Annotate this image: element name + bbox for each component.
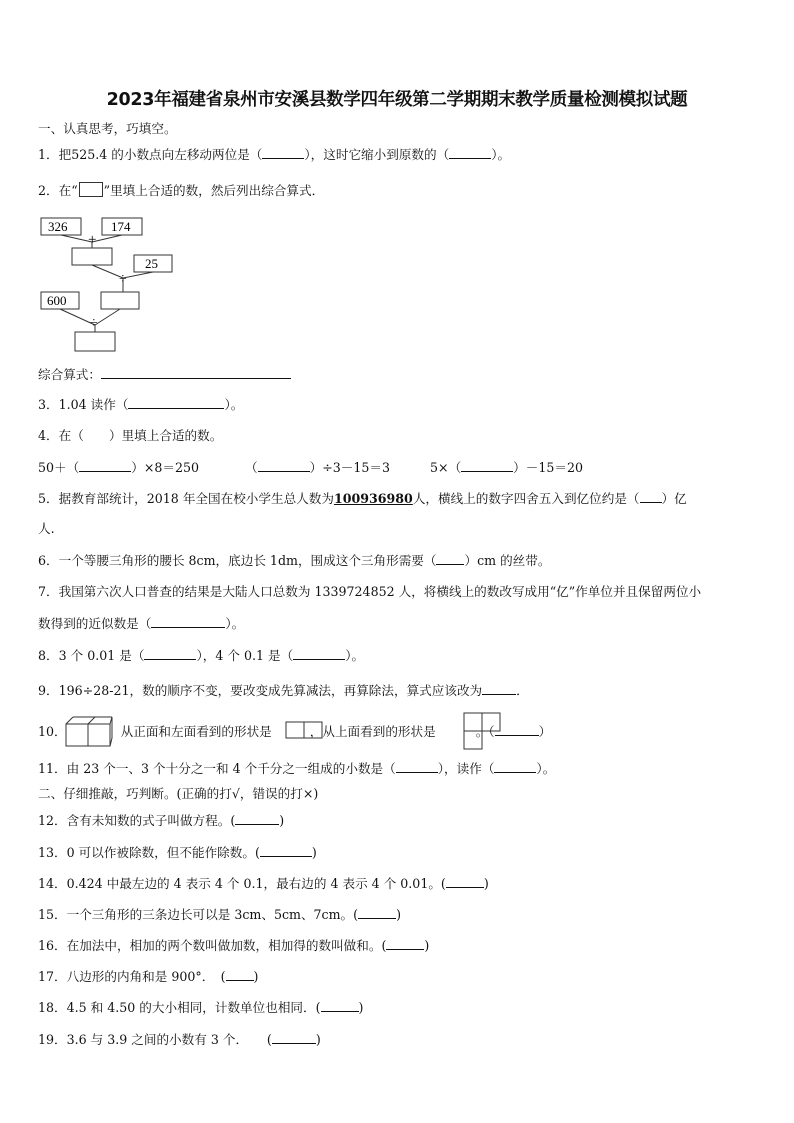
question-17: 17．八边形的内角和是 900°． ( ) bbox=[38, 969, 259, 984]
calculation-tree-diagram bbox=[38, 212, 178, 356]
question-19: 19．3.6 与 3.9 之间的小数有 3 个． ( ) bbox=[38, 1032, 321, 1047]
question-7: 7．我国第六次人口普查的结果是大陆人口总数为 1339724852 人，将横线上的数改写成用“亿”作单位并且保留两位小 bbox=[38, 584, 702, 599]
question-10: 10． 从正面和左面看到的形状是 ，从上面看到的形状是 。（ ） bbox=[38, 724, 552, 739]
answer-blank[interactable] bbox=[386, 937, 424, 950]
answer-blank[interactable] bbox=[260, 844, 312, 857]
question-7-continued: 数得到的近似数是（ ）。 bbox=[38, 616, 245, 631]
answer-blank[interactable] bbox=[79, 459, 131, 472]
section-2-heading: 二、仔细推敲，巧判断。(正确的打√，错误的打×) bbox=[38, 786, 319, 801]
answer-blank[interactable] bbox=[101, 366, 291, 379]
question-11: 11．由 23 个一、3 个十分之一和 4 个千分之一组成的小数是（ ），读作（ ）。 bbox=[38, 761, 556, 776]
question-5: 5．据教育部统计，2018 年全国在校小学生总人数为100936980人，横线上的数字四舍五入到亿位约是（ ）亿 bbox=[38, 491, 687, 506]
answer-blank[interactable] bbox=[144, 647, 196, 660]
front-view-icon bbox=[285, 721, 323, 739]
answer-blank[interactable] bbox=[640, 490, 662, 503]
answer-blank[interactable] bbox=[396, 760, 438, 773]
question-2: 2．在“ ”里填上合适的数，然后列出综合算式． bbox=[38, 183, 325, 198]
empty-box-icon bbox=[79, 182, 103, 197]
divide-sign: ÷ bbox=[119, 272, 127, 287]
question-6: 6．一个等腰三角形的腰长 8cm，底边长 1dm，围成这个三角形需要（ ）cm 的丝带。 bbox=[38, 553, 551, 568]
tree-value-600: 600 bbox=[47, 293, 67, 308]
answer-blank[interactable] bbox=[449, 146, 491, 159]
question-13: 13．0 可以作被除数，但不能作除数。( ) bbox=[38, 845, 317, 860]
page-title: 2023年福建省泉州市安溪县数学四年级第二学期期末教学质量检测模拟试题 bbox=[106, 90, 688, 110]
tree-box-sum bbox=[72, 248, 112, 265]
question-14: 14．0.424 中最左边的 4 表示 4 个 0.1，最右边的 4 表示 4 个 0.01。( ) bbox=[38, 876, 489, 891]
answer-blank[interactable] bbox=[482, 682, 516, 695]
cube-solid-icon bbox=[65, 716, 113, 748]
answer-blank[interactable] bbox=[494, 760, 536, 773]
tree-box-quotient bbox=[101, 292, 139, 309]
answer-blank[interactable] bbox=[151, 615, 225, 628]
question-8: 8．3 个 0.01 是（ ），4 个 0.1 是（ ）。 bbox=[38, 648, 365, 663]
combined-formula-line: 综合算式： bbox=[38, 366, 291, 383]
answer-blank[interactable] bbox=[293, 647, 345, 660]
answer-blank[interactable] bbox=[226, 968, 254, 981]
answer-blank[interactable] bbox=[321, 999, 359, 1012]
question-1: 1．把525.4 的小数点向左移动两位是（ ），这时它缩小到原数的（ ）。 bbox=[38, 147, 511, 162]
tree-box-result bbox=[75, 332, 115, 351]
tree-value-25: 25 bbox=[145, 256, 158, 271]
underlined-number: 100936980 bbox=[333, 491, 413, 506]
answer-blank[interactable] bbox=[235, 812, 279, 825]
divide-sign: ÷ bbox=[90, 316, 98, 331]
answer-blank[interactable] bbox=[446, 875, 484, 888]
question-9: 9．196÷28-21，数的顺序不变，要改变成先算减法，再算除法，算式应该改为 ． bbox=[38, 683, 529, 698]
question-16: 16．在加法中，相加的两个数叫做加数，相加得的数叫做和。( ) bbox=[38, 938, 430, 953]
top-view-icon bbox=[463, 712, 503, 750]
question-18: 18．4.5 和 4.50 的大小相同，计数单位也相同．( ) bbox=[38, 1000, 364, 1015]
question-4-equation-2: （ ）÷3－15＝3 bbox=[245, 460, 390, 475]
answer-blank[interactable] bbox=[128, 396, 224, 409]
plus-sign: + bbox=[88, 232, 97, 248]
tree-value-326: 326 bbox=[48, 219, 68, 234]
answer-blank[interactable] bbox=[272, 1031, 316, 1044]
question-12: 12．含有未知数的式子叫做方程。( ) bbox=[38, 813, 285, 828]
answer-blank[interactable] bbox=[358, 906, 396, 919]
answer-blank[interactable] bbox=[461, 459, 513, 472]
answer-blank[interactable] bbox=[258, 459, 310, 472]
question-15: 15．一个三角形的三条边长可以是 3cm、5cm、7cm。( ) bbox=[38, 907, 401, 922]
answer-blank[interactable] bbox=[262, 146, 304, 159]
tree-value-174: 174 bbox=[111, 219, 131, 234]
question-4: 4．在（ ）里填上合适的数。 bbox=[38, 428, 223, 443]
question-5-continued: 人. bbox=[38, 521, 55, 536]
answer-blank[interactable] bbox=[436, 552, 464, 565]
question-4-equation-1: 50＋（ ）×8＝250 bbox=[38, 460, 200, 475]
question-4-equation-3: 5×（ ）－15＝20 bbox=[430, 460, 584, 475]
section-1-heading: 一、认真思考，巧填空。 bbox=[38, 121, 177, 136]
question-3: 3．1.04 读作（ ）。 bbox=[38, 397, 244, 412]
